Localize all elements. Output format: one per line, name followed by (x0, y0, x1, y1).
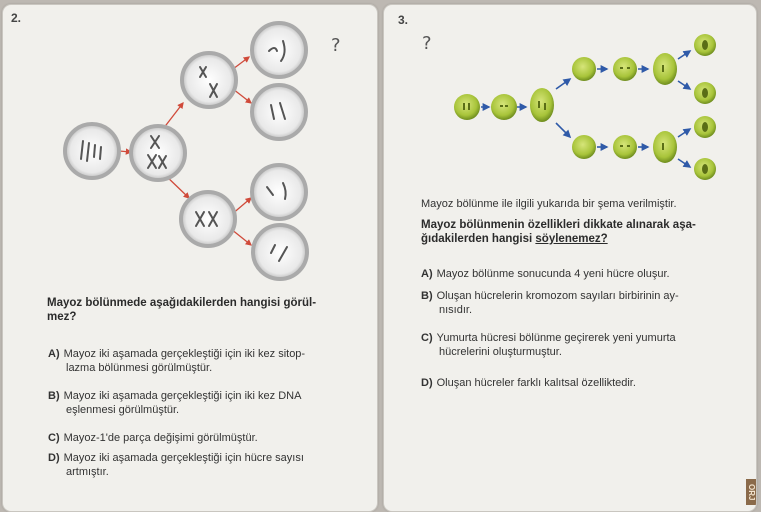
option-text: Oluşan hücrelerin kromozom sayıları birbirinin ay- (436, 290, 679, 302)
arrow-11 (678, 129, 690, 137)
cell-gamete-1 (252, 23, 306, 77)
option-letter: C) (421, 332, 433, 344)
stem-line-2 (421, 232, 751, 246)
option-c[interactable] (421, 332, 751, 359)
question-2-card (2, 4, 378, 512)
option-letter: C) (48, 432, 60, 444)
stem-line-2-text: ğıdakilerden hangisi (421, 233, 533, 245)
option-letter: A) (48, 348, 60, 360)
cell-parent (65, 124, 119, 178)
question-number: 2. (11, 11, 22, 25)
question-stem (47, 296, 377, 324)
option-a[interactable] (48, 348, 373, 375)
question-intro: Mayoz bölünme ile ilgili yukarıda bir şema verilmiştir. (421, 198, 677, 210)
arrow-2 (163, 103, 183, 129)
option-a[interactable] (421, 268, 751, 282)
cell-6 (653, 53, 677, 85)
cell-gamete-2 (252, 85, 306, 139)
option-letter: D) (421, 377, 433, 389)
cell-2 (491, 94, 517, 120)
green-cells (454, 34, 716, 180)
cell-7 (572, 135, 596, 159)
question-mark: ? (331, 35, 341, 56)
question-number: 3. (398, 13, 409, 27)
question-3-card (383, 4, 757, 512)
stem-underlined: söylenemez? (535, 233, 608, 245)
option-c[interactable] (48, 432, 373, 446)
stem-line-1: Mayoz bölünmenin özellikleri dikkate alınarak aşa- (421, 219, 696, 231)
option-d[interactable] (48, 452, 373, 479)
arrow-12 (678, 159, 690, 167)
cell-meiosis1-top (182, 53, 236, 107)
arrow-4 (556, 123, 570, 137)
option-text-cont: artmıştır. (66, 465, 109, 478)
side-tab-mark: ORJ (746, 479, 756, 505)
option-text: Mayoz-1'de parça değişimi görülmüştür. (63, 432, 258, 444)
stem-line-1: Mayoz bölünmede aşağıdakilerden hangisi görül- (47, 297, 317, 309)
option-text-cont: lazma bölünmesi görülmüştür. (66, 361, 213, 374)
question-mark: ? (422, 33, 432, 54)
cell-5 (613, 57, 637, 81)
option-b[interactable] (421, 290, 751, 317)
option-text-cont: nısıdır. (439, 303, 473, 316)
oogenesis-diagram (384, 5, 756, 195)
arrow-7 (678, 51, 690, 59)
option-d[interactable] (421, 377, 751, 391)
option-text-cont: eşlenmesi görülmüştür. (66, 403, 180, 416)
option-text: Mayoz iki aşamada gerçekleştiği için iki kez sitop- (63, 348, 306, 360)
cell-meiosis1-bottom (181, 192, 235, 246)
option-text-cont: hücrelerini oluşturmuştur. (439, 345, 562, 358)
option-letter: B) (421, 290, 433, 302)
option-text: Oluşan hücreler farklı kalıtsal özelliktedir. (436, 377, 636, 389)
stem-line-2: mez? (47, 311, 77, 323)
cell-8 (613, 135, 637, 159)
option-text: Mayoz iki aşamada gerçekleştiği için hücre sayısı (63, 452, 304, 464)
option-b[interactable] (48, 390, 373, 417)
cell-3 (530, 88, 554, 122)
option-text: Mayoz bölünme sonucunda 4 yeni hücre oluşur. (436, 268, 670, 280)
cell-4 (572, 57, 596, 81)
arrow-4 (233, 57, 249, 69)
cell-1 (454, 94, 480, 120)
arrow-3 (556, 79, 570, 89)
option-letter: A) (421, 268, 433, 280)
meiosis-cell-diagram (3, 5, 377, 295)
option-letter: B) (48, 390, 60, 402)
cell-gamete-3 (252, 165, 306, 219)
option-text: Mayoz iki aşamada gerçekleştiği için iki kez DNA (63, 390, 302, 402)
question-stem (421, 218, 751, 246)
option-letter: D) (48, 452, 60, 464)
option-text: Yumurta hücresi bölünme geçirerek yeni yumurta (436, 332, 676, 344)
cell-9 (653, 131, 677, 163)
cell-replicated (131, 126, 185, 180)
arrow-8 (678, 81, 690, 89)
cell-gamete-4 (253, 225, 307, 279)
